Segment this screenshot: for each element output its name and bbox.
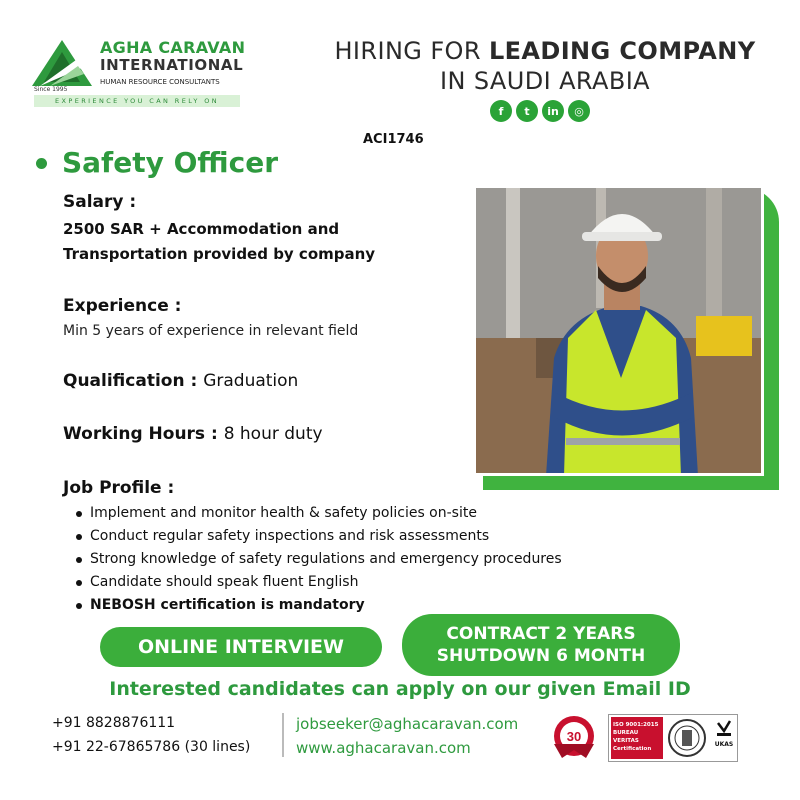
hiring-line2: IN SAUDI ARABIA (439, 67, 650, 95)
qualification-row (63, 371, 298, 391)
qualification-value: Graduation (203, 371, 299, 391)
salary-line1: 2500 SAR + Accommodation and (63, 220, 340, 238)
job-profile-label: Job Profile : (63, 478, 175, 498)
logo-subtitle: HUMAN RESOURCE CONSULTANTS (100, 78, 220, 86)
email-link[interactable]: jobseeker@aghacaravan.com (296, 715, 519, 733)
anniversary-badge-icon (548, 714, 600, 760)
certification-badges (608, 714, 738, 762)
salary-label: Salary : (63, 192, 137, 212)
instagram-icon[interactable]: ◎ (568, 100, 590, 122)
hiring-prefix: HIRING FOR (334, 37, 489, 65)
company-logo (32, 34, 244, 114)
ukas-crown-icon (716, 719, 732, 737)
ukas-badge (713, 719, 735, 757)
title-bullet-icon (36, 158, 47, 169)
hiring-company: LEADING COMPANY (488, 37, 756, 65)
contract-line2: SHUTDOWN 6 MONTH (436, 646, 646, 666)
safety-officer-photo (476, 188, 764, 476)
logo-since: Since 1995 (34, 86, 68, 93)
website-link[interactable]: www.aghacaravan.com (296, 739, 471, 757)
salary-line2: Transportation provided by company (63, 245, 376, 263)
worker-illustration (476, 188, 764, 476)
job-profile-list (76, 502, 562, 617)
logo-name-line2: INTERNATIONAL (100, 56, 244, 74)
logo-triangle-icon (32, 38, 96, 88)
hours-value: 8 hour duty (223, 424, 323, 444)
contract-line1: CONTRACT 2 YEARS (446, 624, 636, 644)
facebook-icon[interactable]: f (490, 100, 512, 122)
contract-button[interactable] (402, 614, 680, 676)
online-interview-button[interactable]: ONLINE INTERVIEW (100, 627, 382, 667)
hiring-line1 (318, 36, 772, 66)
ukas-text: UKAS (714, 741, 734, 748)
bureau-veritas-badge (611, 717, 663, 759)
logo-name-line1: AGHA CARAVAN (100, 38, 246, 57)
phone-2[interactable]: +91 22-67865786 (30 lines) (52, 739, 251, 755)
hours-row (63, 424, 323, 444)
linkedin-icon[interactable]: in (542, 100, 564, 122)
bureau-veritas-seal-icon (667, 718, 707, 758)
list-item: NEBOSH certification is mandatory (76, 594, 562, 617)
logo-tagline: EXPERIENCE YOU CAN RELY ON (34, 95, 240, 107)
hours-label: Working Hours : (63, 424, 224, 444)
list-item: Implement and monitor health & safety policies on-site (76, 502, 562, 525)
bv-cert: Certification (613, 746, 652, 752)
list-item: Strong knowledge of safety regulations and emergency procedures (76, 548, 562, 571)
contact-divider (282, 713, 284, 757)
bv-name: BUREAU VERITAS (613, 730, 639, 744)
job-reference: ACI1746 (363, 132, 424, 147)
phone-1[interactable]: +91 8828876111 (52, 715, 176, 731)
badge-number: 30 (566, 729, 582, 744)
experience-label: Experience : (63, 296, 182, 316)
twitter-icon[interactable]: t (516, 100, 538, 122)
experience-value: Min 5 years of experience in relevant field (63, 323, 359, 339)
bv-iso: ISO 9001:2015 (613, 722, 659, 728)
thirty-years-badge (548, 714, 600, 760)
hiring-header (318, 36, 772, 96)
qualification-label: Qualification : (63, 371, 204, 391)
social-links (490, 100, 590, 122)
apply-text: Interested candidates can apply on our given Email ID (109, 678, 691, 700)
list-item: Candidate should speak fluent English (76, 571, 562, 594)
job-title: Safety Officer (62, 146, 279, 179)
list-item: Conduct regular safety inspections and risk assessments (76, 525, 562, 548)
